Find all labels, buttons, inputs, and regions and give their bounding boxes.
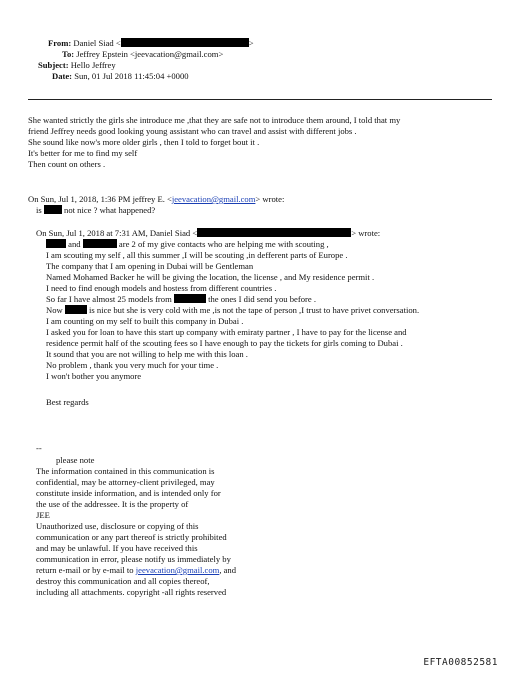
redaction [197, 228, 351, 237]
disclaimer-line: JEE [36, 510, 50, 520]
disclaimer-line: and may be unlawful. If you have received this [36, 543, 198, 553]
subject-label: Subject: [38, 60, 69, 70]
date-value: Sun, 01 Jul 2018 11:45:04 +0000 [74, 71, 189, 81]
quote2-line-8: I am counting on my self to built this company in Dubai . [46, 316, 244, 326]
to-label: To: [62, 49, 75, 59]
disclaimer-return-line [36, 565, 236, 576]
quote2-line-5: I need to find enough models and hostess from different countries . [46, 283, 277, 293]
quote2-line-3: The company that I am opening in Dubai will be Gentleman [46, 261, 254, 271]
return-pre: return e-mail or by e-mail to [36, 565, 136, 575]
quote2-l6-a: So far I have almost 25 models from [46, 294, 172, 304]
quote2-and: and [68, 239, 81, 249]
date-line [52, 71, 189, 82]
disclaimer-line: The information contained in this communication is [36, 466, 215, 476]
quote1-header [28, 194, 284, 205]
quote2-line-13: I won't bother you anymore [46, 371, 142, 381]
quote1-text-a: is [36, 205, 42, 215]
disclaimer-line: Unauthorized use, disclosure or copying of this [36, 521, 199, 531]
quote2-line-10: residence permit half of the scouting fees so I have enough to pay the tickets for girls coming to Dubai . [46, 338, 403, 348]
redaction [83, 239, 117, 248]
return-post: , and [219, 565, 237, 575]
quote2-line-6 [46, 294, 316, 305]
from-line [48, 38, 254, 49]
quote2-l1-rest: are 2 of my give contacts who are helping me with scouting , [118, 239, 329, 249]
quote2-line-2: I am scouting my self , all this summer ,I will be scouting ,in defferent parts of Europe . [46, 250, 348, 260]
quote2-l7-a: Now [46, 305, 63, 315]
quote1-email-link[interactable]: jeevacation@gmail.com [171, 194, 256, 204]
footer-email-link[interactable]: jeevacation@gmail.com [135, 565, 220, 575]
quote2-post: > wrote: [351, 228, 381, 238]
to-line [62, 49, 223, 60]
body-line-5: Then count on others . [28, 159, 106, 169]
quote2-line-1 [46, 239, 329, 250]
body-line-4: It's better for me to find my self [28, 148, 138, 158]
quote2-l7-b: is nice but she is very cold with me ,is not the tape of person ,I trust to have privet conversation. [89, 305, 420, 315]
quote2-l6-b: the ones I did send you before . [208, 294, 316, 304]
disclaimer-line: including all attachments. copyright -all rights reserved [36, 587, 227, 597]
quote1-line [36, 205, 155, 216]
quote2-line-9: I asked you for loan to have this start up company with emiraty partner , I have to pay for the license and [46, 327, 407, 337]
quote1-text-b: not nice ? what happened? [64, 205, 156, 215]
body-line-3: She sound like now's more older girls , then I told to forget bout it . [28, 137, 260, 147]
from-label: From: [48, 38, 72, 48]
disclaimer-line: communication in error, please notify us immediately by [36, 554, 231, 564]
redaction [65, 305, 87, 314]
footer-dashes: -- [36, 443, 42, 453]
quote2-header [36, 228, 380, 239]
footer-note: please note [56, 455, 95, 465]
redaction [46, 239, 66, 248]
redaction [174, 294, 206, 303]
redaction [44, 205, 62, 214]
to-value: Jeffrey Epstein <jeevacation@gmail.com> [76, 49, 224, 59]
date-label: Date: [52, 71, 73, 81]
disclaimer-line: communication or any part thereof is strictly prohibited [36, 532, 227, 542]
best-regards: Best regards [46, 397, 89, 407]
quote1-pre: On Sun, Jul 1, 2018, 1:36 PM jeffrey E. < [28, 194, 172, 204]
body-line-1: She wanted strictly the girls she introduce me ,that they are safe not to introduce them around, I told that my [28, 115, 401, 125]
document-id: EFTA00852581 [423, 657, 498, 668]
body-line-2: friend Jeffrey needs good looking young assistant who can travel and assist with different jobs . [28, 126, 357, 136]
subject-line [38, 60, 116, 71]
quote2-line-12: No problem , thank you very much for your time . [46, 360, 219, 370]
disclaimer-line: the use of the addressee. It is the property of [36, 499, 189, 509]
from-end: > [248, 38, 254, 48]
redaction [121, 38, 249, 47]
header-divider [28, 99, 492, 100]
quote2-line-4: Named Mohamed Backer he will be giving the location, the license , and My residence permit . [46, 272, 375, 282]
disclaimer-line: destroy this communication and all copies thereof, [36, 576, 210, 586]
disclaimer-line: constitute inside information, and is intended only for [36, 488, 221, 498]
quote2-line-11: It sound that you are not willing to help me with this loan . [46, 349, 248, 359]
quote2-pre: On Sun, Jul 1, 2018 at 7:31 AM, Daniel Siad < [36, 228, 198, 238]
disclaimer-line: confidential, may be attorney-client privileged, may [36, 477, 215, 487]
quote1-post: > wrote: [255, 194, 285, 204]
from-value: Daniel Siad < [73, 38, 121, 48]
subject-value: Hello Jeffrey [70, 60, 116, 70]
quote2-line-7 [46, 305, 419, 316]
